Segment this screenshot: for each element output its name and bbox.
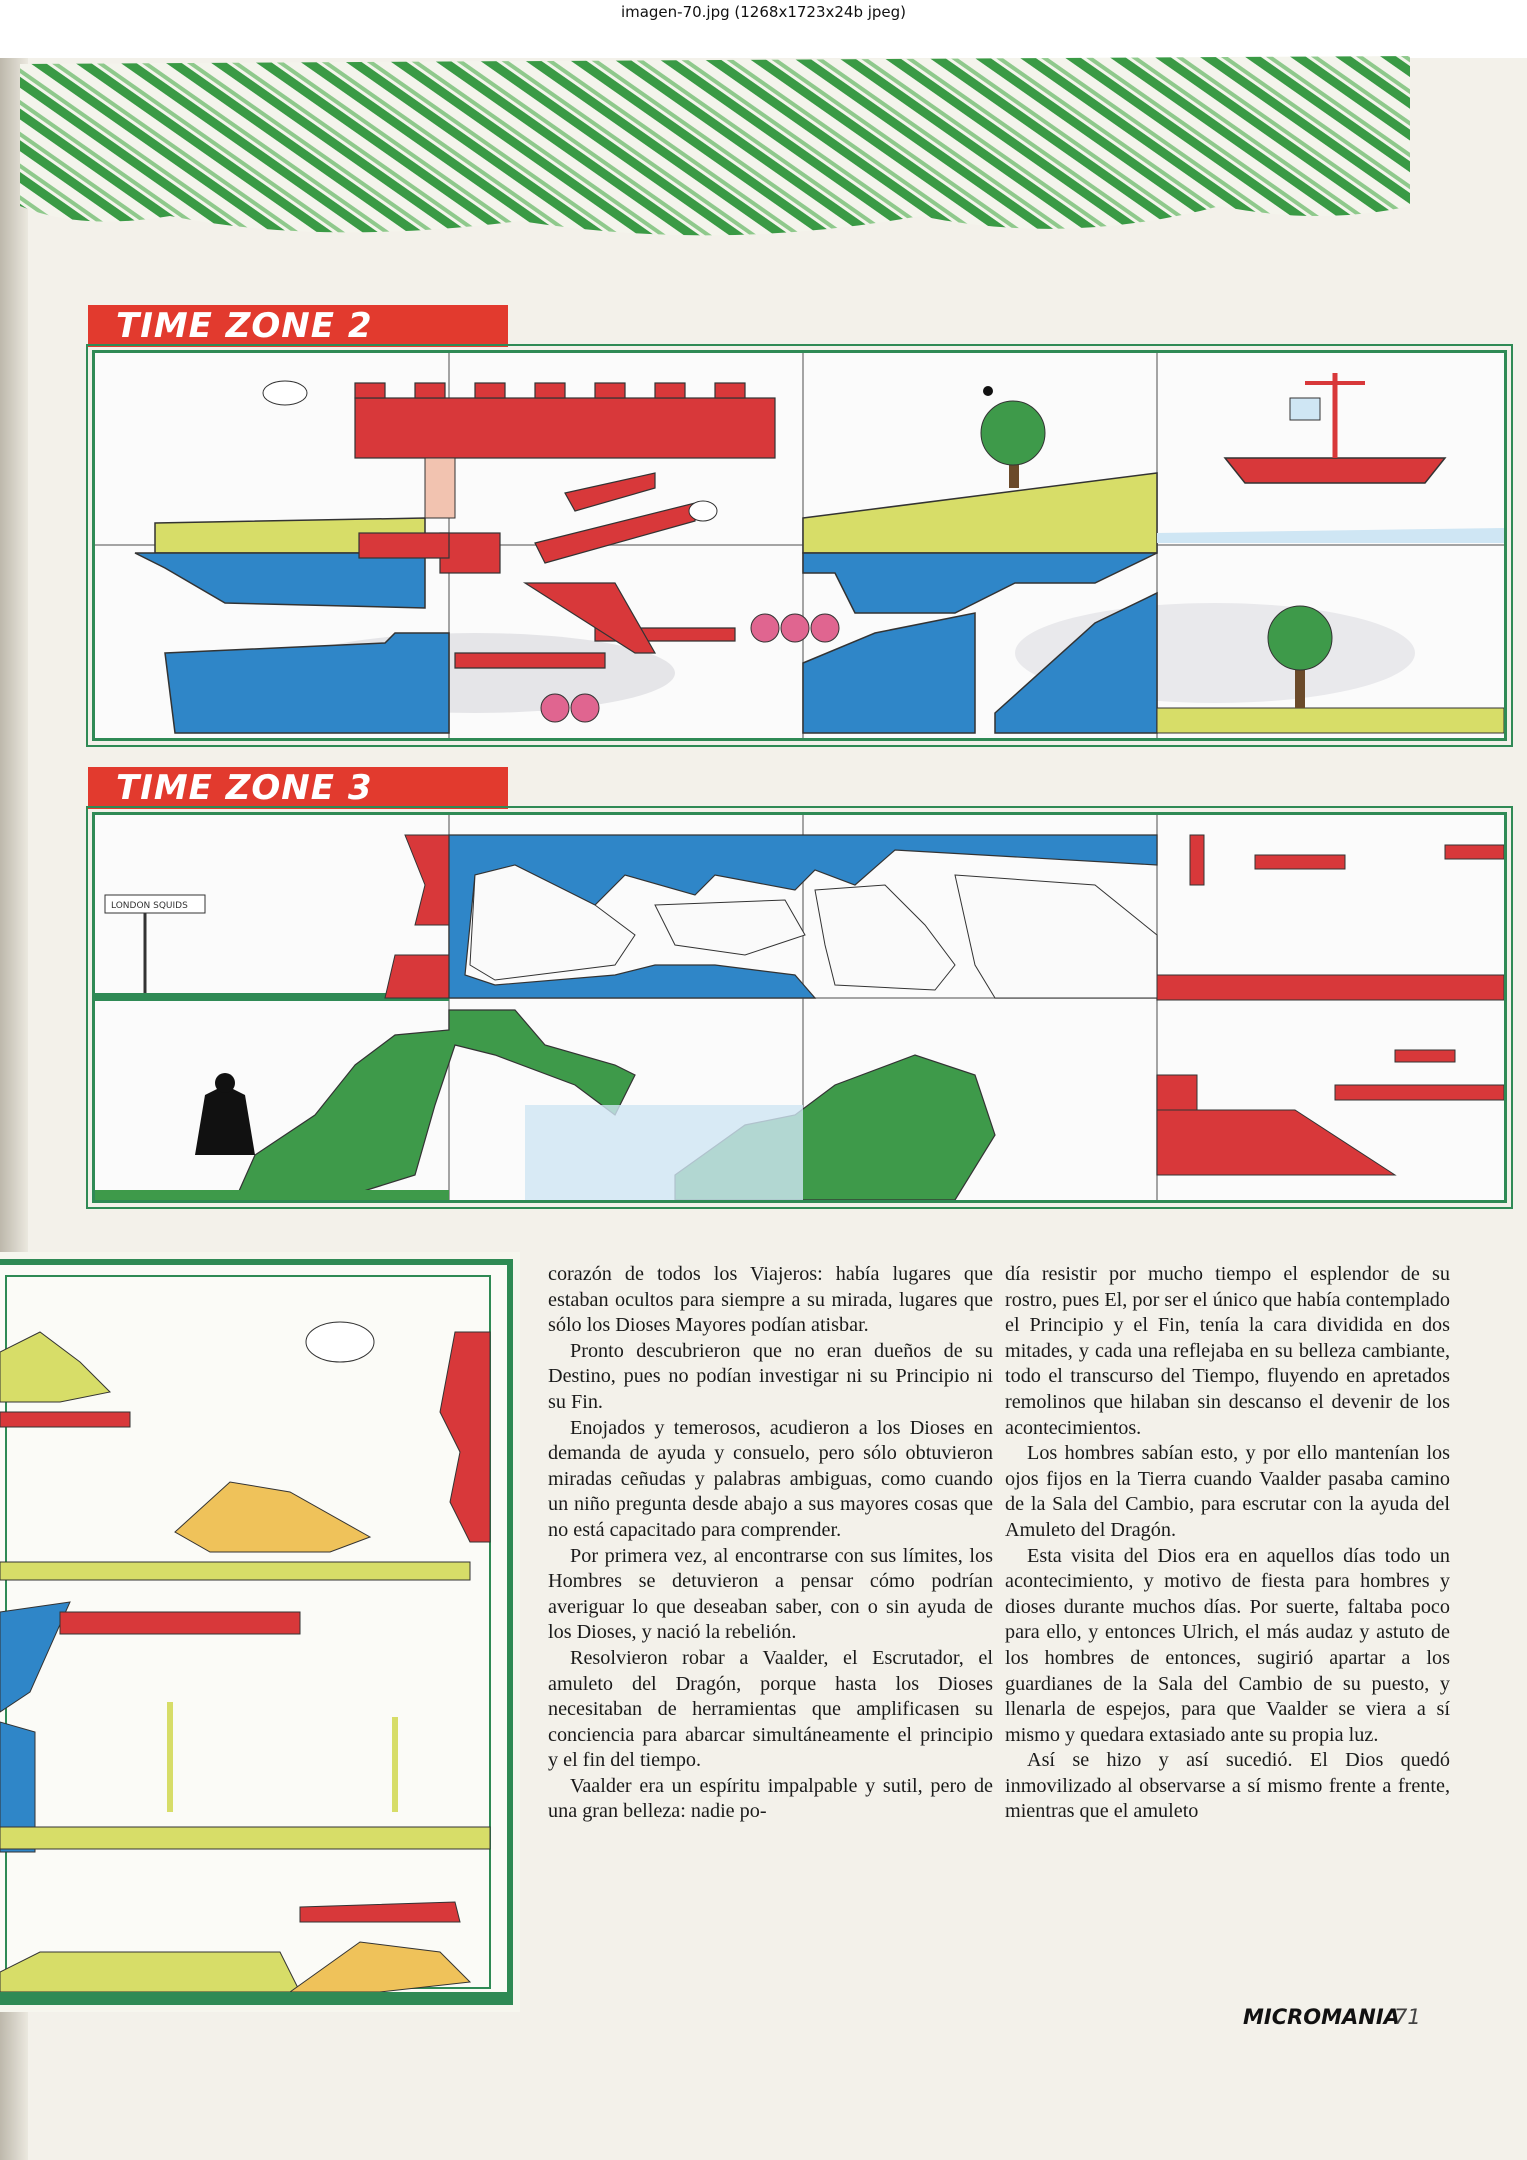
paragraph: Resolvieron robar a Vaalder, el Escrutador, el amuleto del Dragón, porque hasta los Dioses necesitaban de herramientas que amplificasen su conciencia para abarcar simultáneamente el principio y el fin del tiempo. bbox=[548, 1646, 993, 1772]
paragraph: Los hombres sabían esto, y por ello mantenían los ojos fijos en la Tierra cuando Vaalder pasaba camino de la Sala del Cambio, para escrutar con la ayuda del Amuleto del Dragón. bbox=[1005, 1442, 1450, 1541]
paragraph: día resistir por mucho tiempo el esplendor de su rostro, pues El, por ser el único que había contemplado el Principio y el Fin, tenía la cara dividida en dos mitades, y cada una reflejaba en su belleza cambiante, todo el transcurso del Tiempo, fluyendo en apretados remolinos que hilaban sin descanso el devenir de los acontecimientos. bbox=[1005, 1263, 1450, 1439]
page-number: 71 bbox=[1394, 2005, 1421, 2029]
hatched-header-band bbox=[20, 56, 1410, 252]
time-zone-2-banner: TIME ZONE 2 bbox=[88, 305, 508, 347]
image-caption: imagen-70.jpg (1268x1723x24b jpeg) bbox=[0, 0, 1527, 26]
game-screen-panel bbox=[0, 1252, 520, 2012]
paragraph: Esta visita del Dios era en aquellos días todo un acontecimiento, y motivo de fiesta para hombres y dioses durante muchos días. Por suerte, faltaba poco para ello, y entonces Ulrich, el más audaz y astuto de los hombres de entonces, sugirió apartar a los guardianes de la Sala del Cambio de su puesto, y llenarla de espejos, para que Vaalder se viera a sí mismo y quedara extasiado ante su propia luz. bbox=[1005, 1544, 1450, 1746]
paragraph: Así se hizo y así sucedió. El Dios quedó inmovilizado al observarse a sí mismo frente a frente, mientras que el amuleto bbox=[1005, 1749, 1450, 1823]
article-column-left bbox=[548, 1262, 993, 1825]
time-zone-2-map bbox=[92, 350, 1507, 741]
paragraph: Enojados y temerosos, acudieron a los Dioses en demanda de ayuda y consuelo, pero sólo obtuvieron miradas ceñudas y palabras ambiguas, como cuando un niño pregunta desde abajo a sus mayores cosas que no está capacitado para comprender. bbox=[548, 1416, 993, 1541]
article-column-right bbox=[1005, 1262, 1450, 1825]
london-sign-text: LONDON SQUIDS bbox=[111, 901, 188, 911]
paragraph: Por primera vez, al encontrarse con sus límites, los Hombres se detuvieron a pensar cómo podrían averiguar lo que deseaban saber, con o sin ayuda de los Dioses, y nació la rebelión. bbox=[548, 1544, 993, 1644]
time-zone-3-map bbox=[92, 812, 1507, 1203]
time-zone-3-banner: TIME ZONE 3 bbox=[88, 767, 508, 809]
paragraph: Vaalder era un espíritu impalpable y sutil, pero de una gran belleza: nadie po- bbox=[548, 1774, 993, 1823]
paragraph: Pronto descubrieron que no eran dueños de su Destino, pues no podían investigar ni su Principio ni su Fin. bbox=[548, 1339, 993, 1413]
magazine-name: MICROMANIA bbox=[1243, 2005, 1400, 2029]
paragraph: corazón de todos los Viajeros: había lugares que estaban ocultos para siempre a su mirada, lugares que sólo los Dioses Mayores podían atisbar. bbox=[548, 1263, 993, 1337]
